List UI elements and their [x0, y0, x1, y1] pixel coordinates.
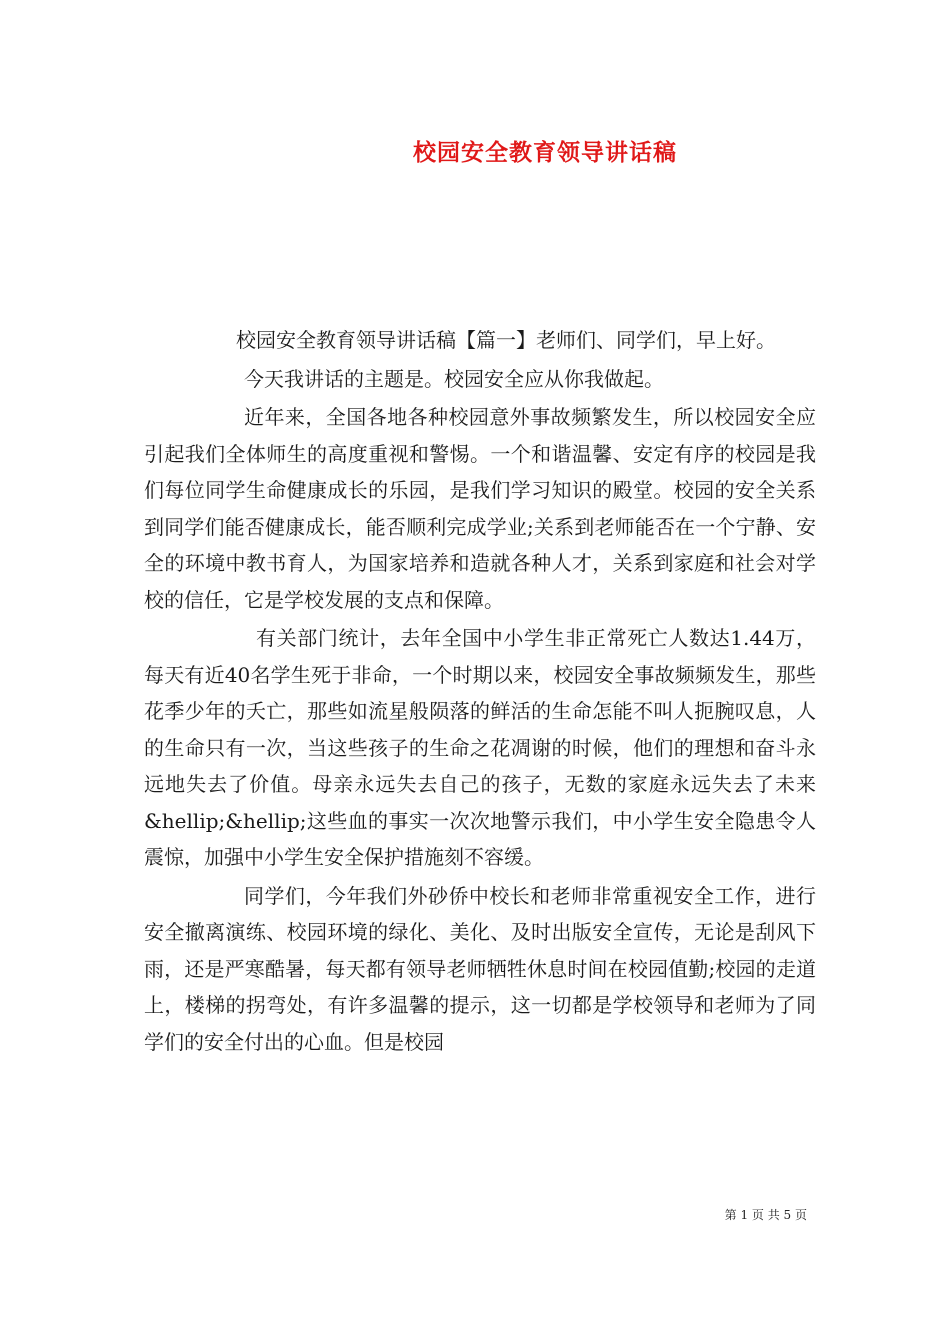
paragraph-1: 校园安全教育领导讲话稿【篇一】老师们、同学们，早上好。	[236, 328, 776, 352]
document-title: 校园安全教育领导讲话稿	[413, 139, 677, 166]
document-body	[144, 322, 816, 1060]
paragraph-5: 同学们，今年我们外砂侨中校长和老师非常重视安全工作，进行安全撤离演练、校园环境的绿化、美化、及时出版安全宣传，无论是刮风下雨，还是严寒酷暑，每天都有领导老师牺牲休息时间在校园值勤;校园的走道上，楼梯的拐弯处，有许多温馨的提示，这一切都是学校领导和老师为了同学们的安全付出的心血。但是校园	[144, 883, 816, 1054]
paragraph-2: 今天我讲话的主题是。校园安全应从你我做起。	[244, 366, 664, 391]
paragraph-3: 近年来，全国各地各种校园意外事故频繁发生，所以校园安全应引起我们全体师生的高度重视和警惕。一个和谐温馨、安定有序的校园是我们每位同学生命健康成长的乐园，是我们学习知识的殿堂。校园的安全关系到同学们能否健康成长，能否顺利完成学业;关系到老师能否在一个宁静、安全的环境中教书育人，为国家培养和造就各种人才，关系到家庭和社会对学校的信任，它是学校发展的支点和保障。	[144, 405, 816, 612]
page-number-footer: 第 1 页 共 5 页	[724, 1208, 807, 1222]
paragraph-4: 有关部门统计，去年全国中小学生非正常死亡人数达1.44万，每天有近40名学生死于非命，一个时期以来，校园安全事故频频发生，那些花季少年的夭亡，那些如流星般陨落的鲜活的生命怎能不叫人扼腕叹息，人的生命只有一次，当这些孩子的生命之花凋谢的时候，他们的理想和奋斗永远地失去了价值。母亲永远失去自己的孩子，无数的家庭永远失去了未来&hellip;&hellip;这些血的事实一次次地警示我们，中小学生安全隐患令人震惊，加强中小学生安全保护措施刻不容缓。	[144, 626, 816, 869]
